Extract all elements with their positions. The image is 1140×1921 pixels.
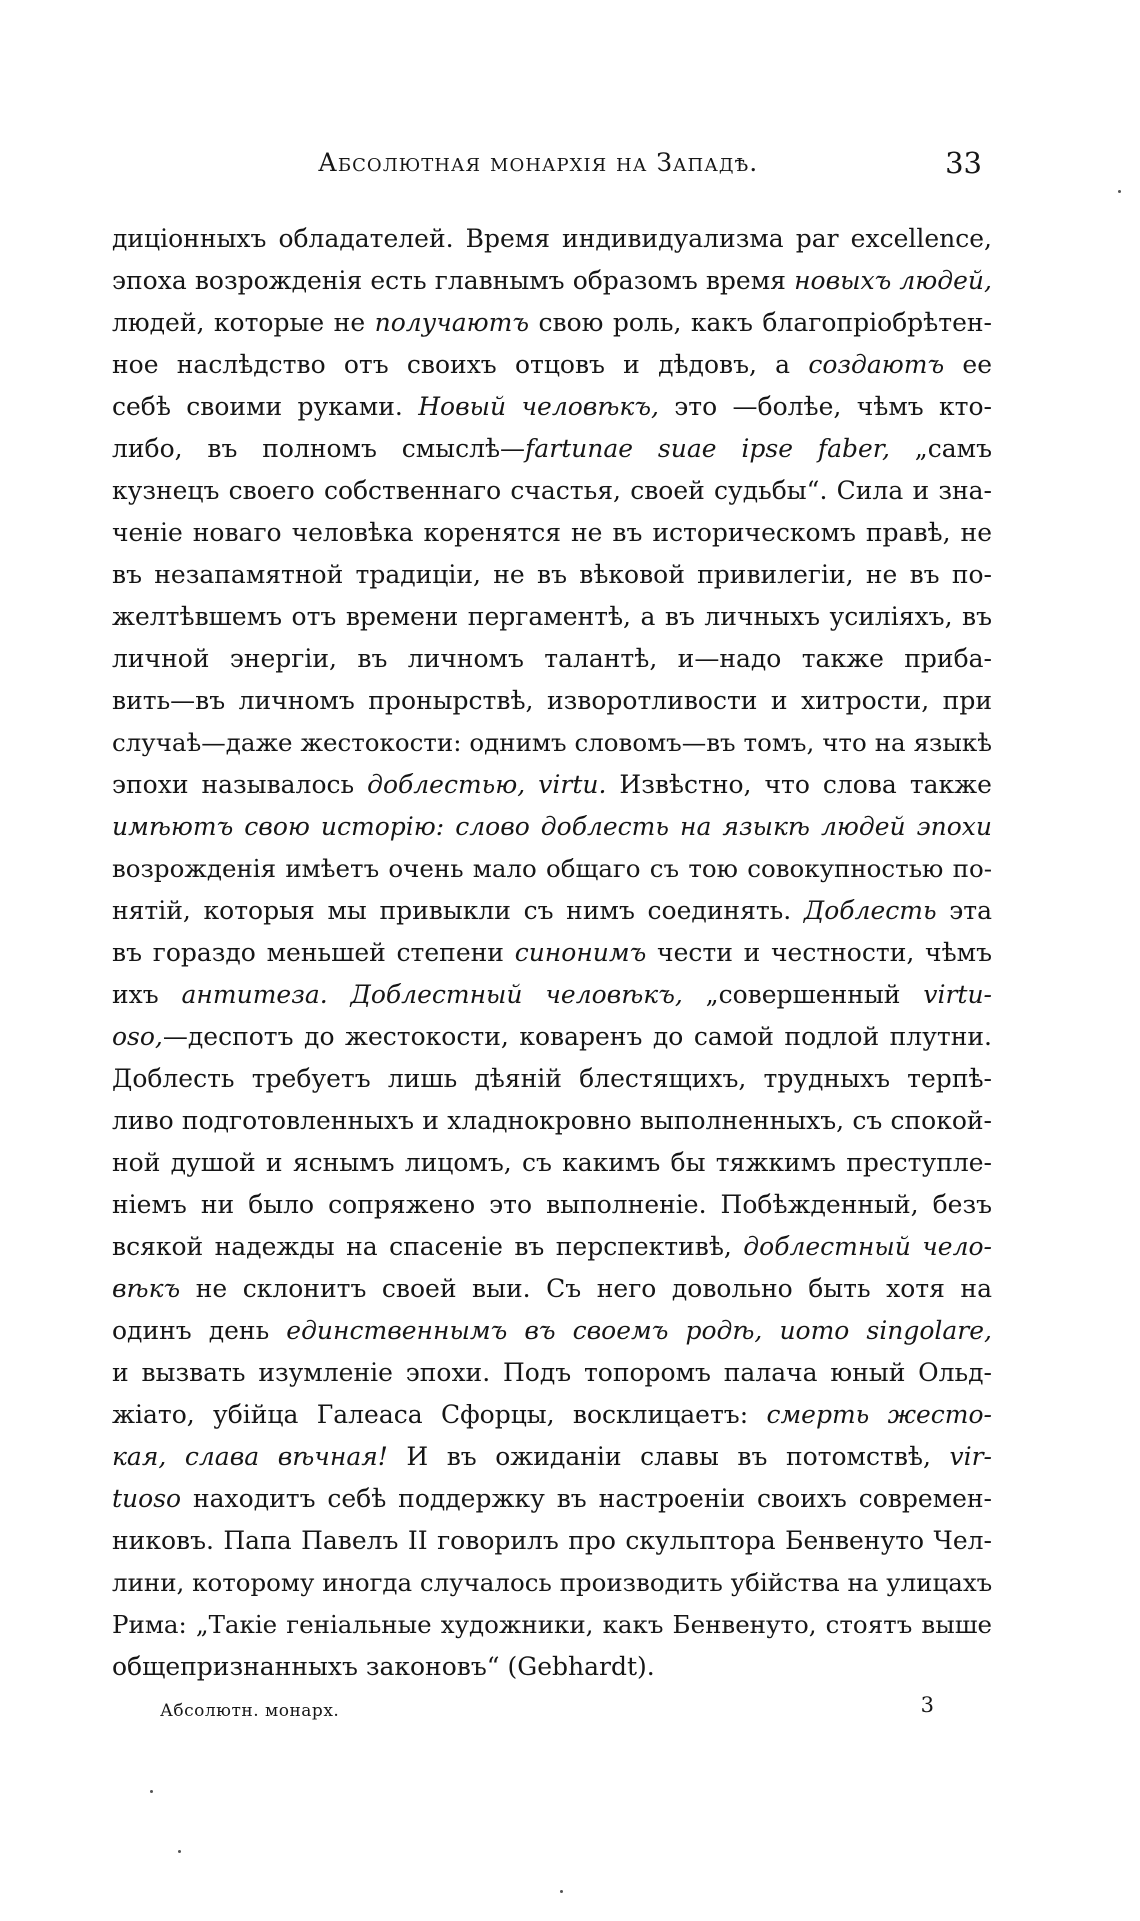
text-line (112, 1310, 992, 1352)
italic-span: смерть жесто- (766, 1400, 992, 1429)
text-line (112, 1520, 992, 1562)
text-line (112, 806, 992, 848)
paper-speck (150, 1790, 153, 1793)
italic-span: Доблесть (803, 896, 937, 925)
text-span: личной энергіи, въ личномъ талантѣ, и—надо также приба- (112, 644, 992, 673)
text-line (112, 1184, 992, 1226)
text-span: эта (936, 896, 992, 925)
text-line (112, 1268, 992, 1310)
text-span: ной душой и яснымъ лицомъ, съ какимъ бы тяжкимъ преступле- (112, 1148, 992, 1177)
italic-span: получаютъ (374, 308, 530, 337)
text-line (112, 428, 992, 470)
text-span: въ незапамятной традиціи, не въ вѣковой привилегіи, не въ по- (112, 560, 992, 589)
italic-span: virtu- (923, 980, 992, 1009)
text-span: —деспотъ до жестокости, коваренъ до самой подлой плутни. (162, 1022, 992, 1051)
text-line (112, 974, 992, 1016)
text-span: лини, которому иногда случалось производить убійства на улицахъ (112, 1568, 993, 1597)
sheet-number: 3 (920, 1693, 934, 1717)
text-span: ливо подготовленныхъ и хладнокровно выполненныхъ, съ спокой- (112, 1106, 992, 1135)
text-span: и вызвать изумленіе эпохи. Подъ топоромъ палача юный Ольд- (112, 1358, 992, 1387)
text-line (112, 344, 992, 386)
text-line (112, 1604, 992, 1646)
italic-span: имѣютъ свою исторію: слово доблесть на языкѣ людей эпохи (112, 812, 992, 841)
paper-speck (560, 1890, 563, 1893)
text-line (112, 218, 992, 260)
page-number: 33 (945, 146, 982, 180)
text-span: не склонитъ своей выи. Съ него довольно быть хотя на (180, 1274, 992, 1303)
text-span: никовъ. Папа Павелъ II говорилъ про скульптора Бенвенуто Чел- (112, 1526, 992, 1555)
text-span: жіато, убійца Галеаса Сфорцы, восклицаетъ: (112, 1400, 767, 1429)
text-line (112, 1226, 992, 1268)
italic-span: кая, слава вѣчная! (112, 1442, 388, 1471)
text-span: кузнецъ своего собственнаго счастья, своей судьбы“. Сила и зна- (112, 476, 992, 505)
page-header (112, 148, 982, 188)
paper-speck (178, 1850, 181, 1853)
text-line (112, 596, 992, 638)
italic-span: доблестью, virtu. (367, 770, 607, 799)
text-span: эпоха возрожденія есть главнымъ образомъ время (112, 266, 795, 295)
italic-span: синонимъ (514, 938, 647, 967)
italic-span: vir- (949, 1442, 993, 1471)
italic-span: новыхъ людей, (794, 266, 992, 295)
text-span: одинъ день (112, 1316, 287, 1345)
text-line (112, 1100, 992, 1142)
text-span: ное наслѣдство отъ своихъ отцовъ и дѣдовъ, а (112, 350, 809, 379)
italic-span: единственнымъ въ своемъ родѣ, uomo singolare, (286, 1316, 993, 1345)
text-span: „самъ (889, 434, 992, 463)
text-span: чести и честности, чѣмъ (646, 938, 992, 967)
italic-span: tuoso (112, 1484, 182, 1513)
text-line (112, 1142, 992, 1184)
text-span: въ гораздо меньшей степени (112, 938, 515, 967)
italic-span: fartunae suae ipse faber, (525, 434, 890, 463)
text-line (112, 680, 992, 722)
text-span: диціонныхъ обладателей. Время индивидуализма par excellence, (112, 224, 992, 253)
text-span: вить—въ личномъ пронырствѣ, изворотливости и хитрости, при (112, 686, 992, 715)
text-span: желтѣвшемъ отъ времени пергаментѣ, а въ личныхъ усиліяхъ, въ (112, 602, 992, 631)
text-span: „совершенный (682, 980, 924, 1009)
italic-span: Новый человѣкъ, (418, 392, 659, 421)
text-span: Доблесть требуетъ лишь дѣяній блестящихъ, трудныхъ терпѣ- (112, 1064, 992, 1093)
text-span: ченіе новаго человѣка коренятся не въ историческомъ правѣ, не (112, 518, 992, 547)
text-span: ихъ (112, 980, 182, 1009)
text-line (112, 512, 992, 554)
text-span: случаѣ—даже жестокости: однимъ словомъ—въ томъ, что на языкѣ (112, 728, 992, 757)
text-span: ніемъ ни было сопряжено это выполненіе. Побѣжденный, безъ (112, 1190, 992, 1219)
text-span: Рима: „Такіе геніальные художники, какъ Бенвенуто, стоятъ выше (112, 1610, 992, 1639)
text-line (112, 470, 992, 512)
text-line (112, 1058, 992, 1100)
italic-span: создаютъ (808, 350, 945, 379)
italic-span: oso, (112, 1022, 163, 1051)
text-line (112, 1394, 992, 1436)
text-span: нятій, которыя мы привыкли съ нимъ соединять. (112, 896, 804, 925)
text-line (112, 890, 992, 932)
body-text (112, 218, 992, 1688)
text-span: общепризнанныхъ законовъ“ (Gebhardt). (112, 1652, 655, 1681)
paper-speck (1118, 190, 1121, 193)
text-span: всякой надежды на спасеніе въ перспективѣ, (112, 1232, 744, 1261)
italic-span: доблестный чело- (743, 1232, 992, 1261)
text-line (112, 1562, 992, 1604)
text-span: себѣ своими руками. (112, 392, 419, 421)
italic-span: вѣкъ (112, 1274, 181, 1303)
text-line (112, 848, 992, 890)
text-line (112, 554, 992, 596)
text-line (112, 1016, 992, 1058)
text-span: Извѣстно, что слова также (606, 770, 992, 799)
text-line (112, 722, 992, 764)
text-line (112, 302, 992, 344)
running-title: Абсолютная монархія на Западѣ. (318, 148, 759, 177)
text-span: свою роль, какъ благопріобрѣтен- (529, 308, 992, 337)
text-span: ее (944, 350, 992, 379)
italic-span: антитеза. Доблестный человѣкъ, (181, 980, 683, 1009)
text-span: это —болѣе, чѣмъ кто- (658, 392, 992, 421)
signature-mark: Абсолютн. монарх. (160, 1701, 340, 1721)
text-line (112, 1436, 992, 1478)
text-line (112, 638, 992, 680)
text-span: людей, которые не (112, 308, 375, 337)
text-line (112, 386, 992, 428)
text-line (112, 1352, 992, 1394)
text-span: либо, въ полномъ смыслѣ— (112, 434, 526, 463)
page-footer (160, 1693, 934, 1733)
text-span: эпохи называлось (112, 770, 368, 799)
text-line (112, 1478, 992, 1520)
text-span: находитъ себѣ поддержку въ настроеніи своихъ современ- (181, 1484, 992, 1513)
text-line (112, 932, 992, 974)
text-line (112, 764, 992, 806)
text-line (112, 260, 992, 302)
text-span: И въ ожиданіи славы въ потомствѣ, (387, 1442, 950, 1471)
text-line (112, 1646, 992, 1688)
text-span: возрожденія имѣетъ очень мало общаго съ тою совокупностью по- (112, 854, 992, 883)
